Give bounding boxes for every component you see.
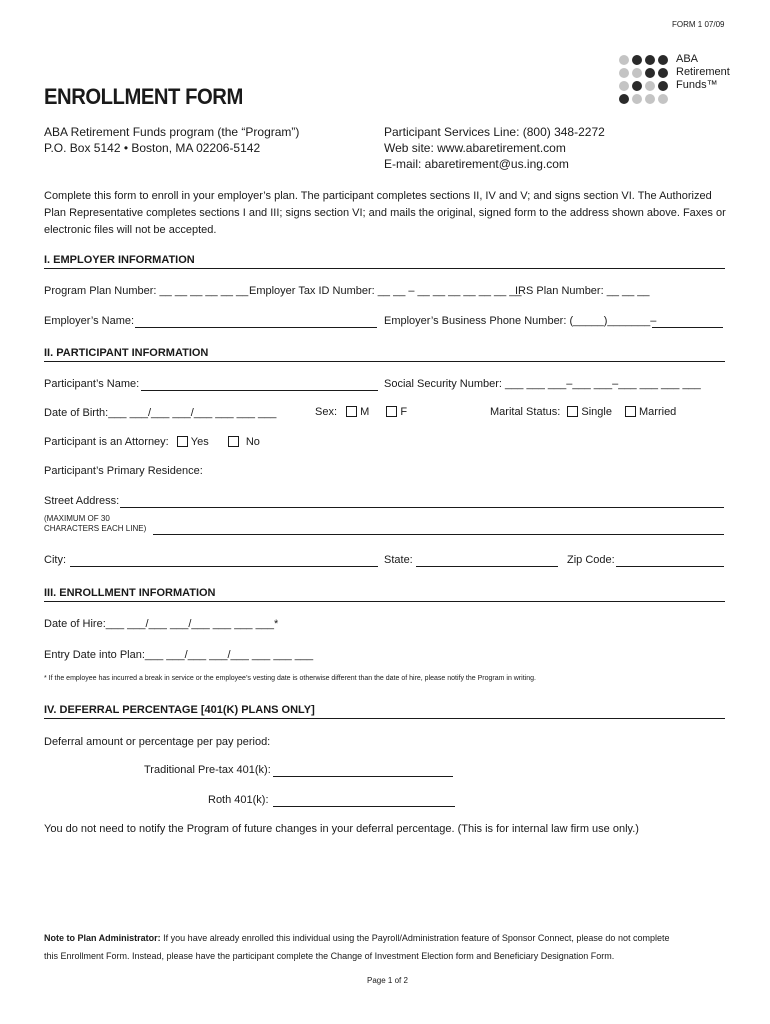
contact-web[interactable]: Web site: www.abaretirement.com bbox=[384, 141, 566, 155]
sex-group bbox=[315, 406, 407, 418]
date-of-birth-field[interactable]: Date of Birth:___ ___/___ ___/___ ___ ___ ___ bbox=[44, 407, 277, 419]
city-label: City: bbox=[44, 554, 66, 566]
city-field[interactable] bbox=[70, 566, 378, 567]
contact-phone: Participant Services Line: (800) 348-2272 bbox=[384, 125, 605, 139]
logo-line-1: ABA bbox=[676, 53, 699, 65]
zip-code-field[interactable] bbox=[616, 566, 724, 567]
contact-info bbox=[384, 124, 605, 172]
single-checkbox[interactable] bbox=[567, 406, 578, 417]
marital-status-group bbox=[490, 406, 676, 418]
street-address-field-2[interactable] bbox=[153, 534, 724, 535]
married-checkbox[interactable] bbox=[625, 406, 636, 417]
zip-code-label: Zip Code: bbox=[567, 554, 615, 566]
max-note-line-2: CHARACTERS EACH LINE) bbox=[44, 524, 147, 533]
admin-note-line-2: this Enrollment Form. Instead, please have the participant complete the Change of Investment Election form and Beneficiary Designation Form. bbox=[44, 951, 615, 961]
program-plan-number-field[interactable]: Program Plan Number: __ __ __ __ __ __ bbox=[44, 285, 249, 297]
contact-email[interactable]: E-mail: abaretirement@us.ing.com bbox=[384, 157, 569, 171]
pretax-field[interactable] bbox=[273, 776, 453, 777]
attorney-group bbox=[44, 436, 260, 448]
admin-note-label: Note to Plan Administrator: bbox=[44, 933, 161, 943]
marital-status-label: Marital Status: bbox=[490, 406, 561, 418]
intro-line-3: electronic files will not be accepted. bbox=[44, 224, 217, 236]
employer-name-field[interactable] bbox=[135, 327, 377, 328]
date-of-hire-field[interactable]: Date of Hire:___ ___/___ ___/___ ___ ___ ___* bbox=[44, 618, 279, 630]
section-1-rule bbox=[44, 268, 725, 269]
street-address-field-1[interactable] bbox=[120, 507, 724, 508]
section-1-title: I. EMPLOYER INFORMATION bbox=[44, 254, 195, 266]
section-3-rule bbox=[44, 601, 725, 602]
program-name: ABA Retirement Funds program (the “Program”) bbox=[44, 125, 300, 139]
sex-m-label: M bbox=[360, 406, 370, 418]
participant-name-label: Participant’s Name: bbox=[44, 378, 140, 390]
attorney-no-label: No bbox=[245, 436, 260, 448]
ssn-field[interactable]: Social Security Number: ___ ___ ___–___ ___–___ ___ ___ ___ bbox=[384, 378, 701, 390]
attorney-yes-checkbox[interactable] bbox=[177, 436, 188, 447]
program-po-box: P.O. Box 5142 • Boston, MA 02206-5142 bbox=[44, 141, 261, 155]
program-address bbox=[44, 124, 299, 156]
attorney-label: Participant is an Attorney: bbox=[44, 436, 169, 448]
max-characters-note bbox=[44, 514, 146, 534]
single-label: Single bbox=[581, 406, 612, 418]
admin-note bbox=[44, 929, 669, 965]
sex-m-checkbox[interactable] bbox=[346, 406, 357, 417]
employer-name-label: Employer’s Name: bbox=[44, 315, 135, 327]
employer-tax-id-field[interactable]: Employer Tax ID Number: __ __ – __ __ __ __ __ __ __ bbox=[249, 285, 522, 297]
sex-f-checkbox[interactable] bbox=[386, 406, 397, 417]
logo-line-2: Retirement bbox=[676, 66, 730, 78]
entry-date-field[interactable]: Entry Date into Plan:___ ___/___ ___/___ ___ ___ ___ bbox=[44, 649, 314, 661]
attorney-yes-label: Yes bbox=[190, 436, 209, 448]
state-field[interactable] bbox=[416, 566, 558, 567]
section-3-title: III. ENROLLMENT INFORMATION bbox=[44, 587, 216, 599]
attorney-no-checkbox[interactable] bbox=[228, 436, 239, 447]
admin-note-line-1 bbox=[44, 929, 669, 947]
participant-name-field[interactable] bbox=[141, 390, 378, 391]
business-phone-field[interactable]: Employer’s Business Phone Number: (_____)_______– bbox=[384, 315, 657, 327]
intro-line-2: Plan Representative completes sections I and III; signs section VI; and mails the original, signed form to the address shown above. Faxes or bbox=[44, 207, 726, 219]
sex-f-label: F bbox=[400, 406, 408, 418]
page-number: Page 1 of 2 bbox=[367, 976, 408, 985]
intro-text bbox=[44, 188, 726, 239]
page-title: ENROLLMENT FORM bbox=[44, 84, 243, 109]
pretax-label: Traditional Pre-tax 401(k): bbox=[144, 764, 271, 776]
admin-note-text: If you have already enrolled this individual using the Payroll/Administration feature of Sponsor Connect, please do not complete bbox=[160, 933, 670, 943]
deferral-note: You do not need to notify the Program of future changes in your deferral percentage. (This is for internal law firm use only.) bbox=[44, 823, 639, 835]
state-label: State: bbox=[384, 554, 413, 566]
sex-label: Sex: bbox=[315, 406, 338, 418]
form-id: FORM 1 07/09 bbox=[672, 20, 725, 29]
roth-field[interactable] bbox=[273, 806, 455, 807]
roth-label: Roth 401(k): bbox=[208, 794, 269, 806]
max-note-line-1: (MAXIMUM OF 30 bbox=[44, 514, 110, 523]
intro-line-1: Complete this form to enroll in your employer’s plan. The participant completes sections II, IV and V; and signs section VI. The Authorized bbox=[44, 190, 712, 202]
irs-plan-number-field[interactable]: IRS Plan Number: __ __ __ bbox=[515, 285, 650, 297]
street-address-label: Street Address: bbox=[44, 495, 120, 507]
hire-footnote: * If the employee has incurred a break in service or the employee’s vesting date is otherwise different than the date of hire, please notify the Program in writing. bbox=[44, 675, 536, 682]
section-2-title: II. PARTICIPANT INFORMATION bbox=[44, 347, 209, 359]
section-2-rule bbox=[44, 361, 725, 362]
married-label: Married bbox=[639, 406, 677, 418]
deferral-label: Deferral amount or percentage per pay period: bbox=[44, 736, 271, 748]
business-phone-line[interactable] bbox=[652, 327, 723, 328]
section-4-title: IV. DEFERRAL PERCENTAGE [401(K) PLANS ONLY] bbox=[44, 704, 315, 716]
primary-residence-label: Participant’s Primary Residence: bbox=[44, 465, 203, 477]
logo-line-3: Funds™ bbox=[676, 79, 718, 91]
section-4-rule bbox=[44, 718, 725, 719]
